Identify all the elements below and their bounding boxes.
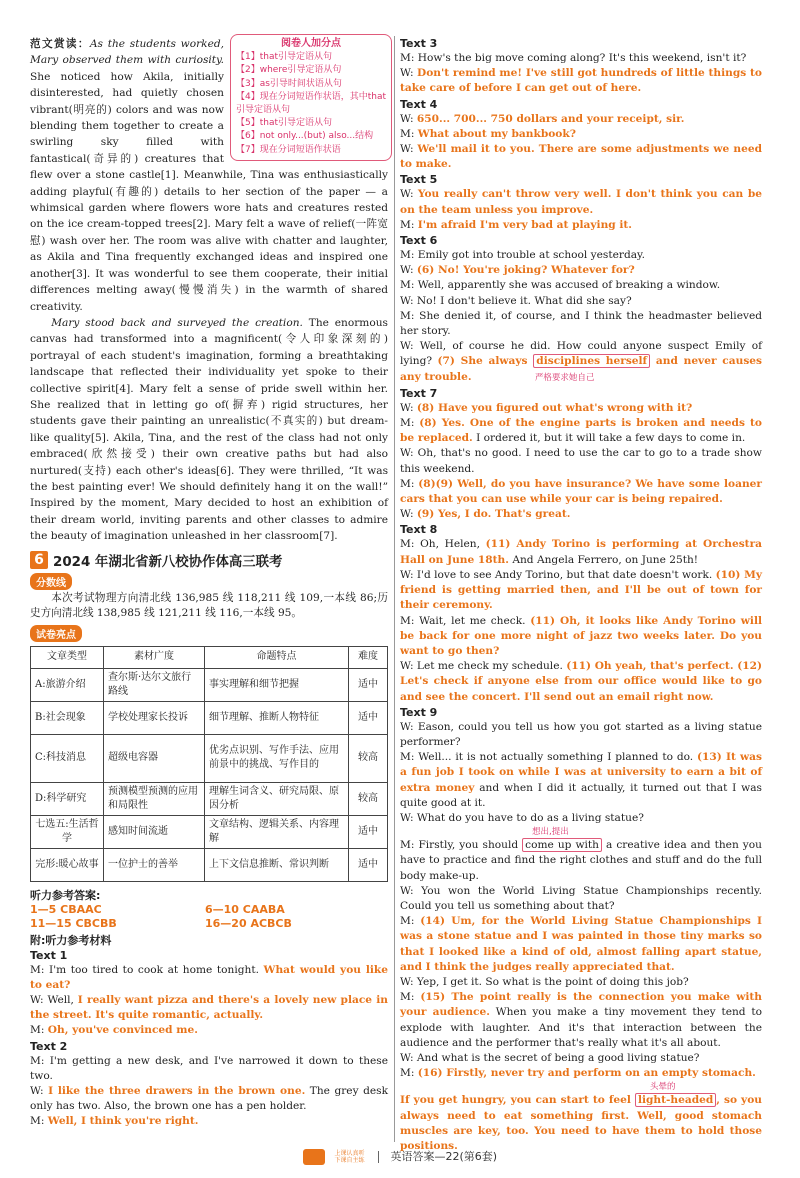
appreciation-intro: As the students worked, Mary observed them with curiosity. — [30, 38, 224, 67]
answer-group: 6—10 CAABA — [205, 902, 285, 916]
table-row — [31, 668, 388, 701]
grading-item: 【2】where引导定语从句 — [236, 65, 342, 76]
key-answer: I really want pizza and there's a lovely new place in the street. It's quite romantic, actually. — [30, 994, 388, 1022]
table-cell: 完形:暖心故事 — [31, 848, 104, 881]
table-cell: 超级电容器 — [104, 734, 205, 782]
table-row — [31, 701, 388, 734]
dialogue-line — [400, 914, 762, 975]
vocab-box: light-headed — [635, 1093, 716, 1107]
dialogue-text: W: Well, of course he did. How could anyone suspect Emily of lying? — [400, 340, 762, 368]
answer-group: 11—15 CBCBB — [30, 916, 117, 930]
key-answer: (7) She always — [437, 355, 534, 368]
dialogue-line — [400, 750, 762, 811]
dialogue-line — [400, 1066, 762, 1081]
dialogue-text: and when I did it actually, it turned out that I was quite good at it. — [400, 781, 762, 809]
dialogue-text: M: — [400, 991, 421, 1004]
key-answer: I'm afraid I'm very bad at playing it. — [417, 218, 632, 231]
answer-group: 1—5 CBAAC — [30, 902, 102, 916]
table-cell: 较高 — [349, 734, 388, 782]
grading-item: 【7】现在分词短语作状语 — [236, 144, 341, 155]
dialogue-text: M: Oh, Helen, — [400, 538, 486, 551]
vocab-note: 严格要求她自己 — [534, 372, 595, 383]
text-label: Text 3 — [400, 37, 438, 50]
dialogue-line: W: Eason, could you tell us how you got started as a living statue performer? — [400, 720, 762, 748]
paper-highlights-table — [30, 646, 388, 882]
table-row — [31, 734, 388, 782]
dialogue-line — [400, 127, 762, 142]
dialogue-text: a creative idea and then you have to practice and find the right clothes and stuff and do the full body make-up. — [400, 839, 762, 882]
dialogue-text: M: — [400, 1067, 418, 1080]
table-cell: 学校处理家长投诉 — [104, 701, 205, 734]
essay-paragraph-1: She noticed how Akila, initially disinterested, had quietly chosen vibrant(明亮的) colors and was now blending them together to create a swirling sky filled with fantastical(奇异的) creatures that flew over a stone castle[1]. Meanwhile, Tina was enthusiastically adding playful(有趣的) details to her section of the paper — a whimsical garden where flowers wore hats and creatures rested on the ice cream-topped trees[2]. Mary felt a wave of relief(一阵宽慰) wash over her. The room was alive with chatter and laughter, as Akila and Tina frequently exchanged ideas and inspired one another[3]. It was wonderful to see them cooperate, their initial differences melting away(慢慢消失) in the warmth of shared creativity. — [30, 70, 388, 313]
dialogue-line — [400, 477, 762, 507]
vocab-note-line — [400, 826, 762, 838]
table-cell: 查尔斯·达尔文旅行路线 — [104, 668, 205, 701]
dialogue-line — [400, 838, 762, 884]
key-answer: Well, I think you're right. — [47, 1115, 199, 1128]
key-answer: 650... 700... 750 dollars and your receipt, sir. — [416, 112, 685, 125]
key-answer: (11) Oh, it looks like Andy Torino will be back for one more night of jazz two weeks later. Do you want to go then? — [400, 614, 762, 657]
dialogue-line — [400, 218, 762, 233]
answer-group: 16—20 ACBCB — [205, 916, 292, 930]
answers-row — [30, 917, 388, 931]
dialogue-line — [30, 1084, 388, 1114]
answers-title: 听力参考答案: — [30, 888, 101, 902]
key-answer: What would you like to eat? — [30, 963, 389, 991]
key-answer: (15) The point really is the connection you make with your audience. — [400, 991, 762, 1019]
dialogue-line — [400, 401, 762, 416]
dialogue-text: W: Well, — [30, 994, 78, 1006]
vocab-box: come up with — [522, 838, 602, 852]
vocab-note: 想出,提出 — [532, 827, 569, 838]
grading-item: 【6】not only...(but) also...结构 — [236, 131, 374, 142]
dialogue-text: M: — [30, 1024, 48, 1037]
dialogue-text: W: — [400, 264, 417, 277]
table-cell: 理解生词含义、研究局限、原因分析 — [205, 782, 349, 815]
dialogue-text: M: I'm too tired to cook at home tonight. — [30, 963, 264, 976]
dialogue-text: M: — [400, 127, 418, 140]
dialogue-text: W: — [400, 112, 417, 125]
dialogue-text: W: — [400, 143, 418, 156]
table-header: 命题特点 — [205, 646, 349, 668]
dialogue-text: I ordered it, but it will take a few days to come in. — [472, 432, 746, 445]
table-row — [31, 848, 388, 881]
table-cell: 感知时间流逝 — [104, 815, 205, 848]
table-cell: 七选五:生活哲学 — [31, 815, 104, 848]
key-answer: You really can't throw very well. I don't think you can be on the team unless you improve. — [400, 188, 763, 216]
dialogue-text: W: — [400, 401, 417, 414]
footer-separator — [378, 1151, 379, 1163]
dialogue-line — [400, 537, 762, 567]
dialogue-text: M: — [400, 915, 421, 928]
vocab-note-line — [400, 1081, 762, 1093]
table-cell: 预测模型预测的应用和局限性 — [104, 782, 205, 815]
dialogue-text: W: Let me check my schedule. — [400, 660, 567, 673]
dialogue-text: And Angela Ferrero, on June 25th! — [508, 553, 699, 566]
dialogue-line — [400, 187, 762, 217]
grading-item: 【5】that引导定语从句 — [236, 118, 333, 129]
dialogue-line: W: What do you have to do as a living statue? — [400, 811, 644, 824]
key-answer: What about my bankbook? — [417, 127, 576, 140]
grading-box-title: 阅卷人加分点 — [281, 38, 341, 49]
vocab-box: disciplines herself — [533, 354, 650, 368]
table-cell: 优劣点识别、写作手法、应用前景中的挑战、写作目的 — [205, 734, 349, 782]
grading-item: 【3】as引导时间状语从句 — [236, 78, 342, 89]
table-cell: 适中 — [349, 848, 388, 881]
dialogue-text: W: — [400, 67, 418, 80]
dialogue-line: M: Emily got into trouble at school yesterday. — [400, 249, 645, 262]
grading-item: 【4】现在分词短语作状语，其中that引导定语从句 — [236, 91, 387, 116]
key-answer: (14) Um, for the World Living Statue Championships I was a stone statue and I was painted in those tiny marks so that I looked like a kind of old, almost falling apart statue, and I think the judges really appreciated that. — [400, 915, 762, 973]
table-header: 文章类型 — [31, 646, 104, 668]
key-answer: , so you always need to eat something first. Well, good stomach muscles are key, too. You need to have them to hold those positions. — [400, 1094, 762, 1152]
dialogue-text: W: — [400, 188, 418, 201]
dialogue-line: W: Oh, that's no good. I need to use the car to go to a trade show this weekend. — [400, 447, 762, 475]
essay-paragraph-2: The enormous canvas had transformed into a magnificent(令人印象深刻的) portrayal of each student's imagination, forming a breathtaking landscape that reflected their individuality yet spoke to their collective spirit[4]. Mary felt a sense of pride swell within her. She realized that in letting go of(摒弃) rigid structures, her students gave their painting an unrealistic(不真实的) but dream-like quality[5]. Akila, Tina, and the rest of the class had not only embraced(欣然接受) their own creative paths but had also nurtured(支持) each other's ideas[6]. They were thrilled, “It was the best painting ever! We should definitely hang it on the wall!” Inspired by the moment, Mary decided to host an exhibition of their dream world, inviting parents and other classes to admire the beauty of imagination unleashed in her classroom[7]. — [30, 316, 388, 543]
text-label: Text 5 — [400, 173, 438, 187]
section-title: 2024 年湖北省新八校协作体高三联考 — [53, 554, 283, 570]
dialogue-line: M: I'm getting a new desk, and I've narrowed it down to these two. — [30, 1054, 388, 1082]
dialogue-text: M: Well... it is not actually something I planned to do. — [400, 751, 698, 764]
dialogue-line — [30, 1114, 388, 1129]
dialogue-line: W: Yep, I get it. So what is the point of doing this job? — [400, 975, 689, 988]
key-answer: (8) Have you figured out what's wrong with it? — [416, 401, 693, 414]
table-cell: 较高 — [349, 782, 388, 815]
vocab-note: 头晕的 — [650, 1082, 676, 1093]
dialogue-line — [400, 659, 762, 705]
text-label: Text 9 — [400, 705, 438, 719]
table-cell: B:社会现象 — [31, 701, 104, 734]
dialogue-line — [30, 993, 388, 1023]
dialogue-line — [400, 112, 762, 127]
dialogue-line — [400, 507, 762, 522]
section-header — [30, 551, 388, 570]
dialogue-line: M: How's the big move coming along? It's this weekend, isn't it? — [400, 52, 747, 64]
key-answer: (11) Andy Torino is performing at Orchestra Hall on June 18th. — [400, 538, 763, 566]
dialogue-text: W: — [30, 1085, 49, 1098]
table-cell: 文章结构、逻辑关系、内容理解 — [205, 815, 349, 848]
table-cell: A:旅游介绍 — [31, 668, 104, 701]
table-cell: 一位护士的善举 — [104, 848, 205, 881]
dialogue-line: M: Well, apparently she was accused of breaking a window. — [400, 279, 721, 292]
column-divider — [394, 36, 395, 1142]
essay-paragraph-2-intro: Mary stood back and surveyed the creation. — [51, 316, 303, 329]
dialogue-text: W: I'd love to see Andy Torino, but that date doesn't work. — [400, 568, 716, 581]
appreciation-label: 范文赏读： — [30, 38, 90, 50]
table-row — [31, 815, 388, 848]
key-answer: (16) Firstly, never try and perform on an empty stomach. — [417, 1067, 756, 1080]
dialogue-line — [400, 1093, 762, 1154]
table-header-row — [31, 646, 388, 668]
table-cell: 上下文信息推断、常识判断 — [205, 848, 349, 881]
right-column — [400, 36, 762, 1154]
key-answer: (8) Yes. One of the engine parts is broken and needs to be replaced. — [400, 417, 763, 445]
dialogue-text: M: — [400, 477, 419, 490]
table-header: 难度 — [349, 646, 388, 668]
dialogue-line: W: And what is the secret of being a good living statue? — [400, 1051, 700, 1064]
score-tag: 分数线 — [30, 573, 72, 590]
key-answer: and never causes any trouble. — [400, 355, 762, 383]
dialogue-line — [400, 339, 762, 386]
key-answer: We'll mail it to you. There are some adjustments we need to make. — [400, 143, 762, 171]
key-answer: Oh, you've convinced me. — [47, 1024, 198, 1037]
key-answer: (8)(9) Well, do you have insurance? We have some loaner cars that you can use while your car is being repaired. — [400, 477, 762, 506]
table-cell: 适中 — [349, 815, 388, 848]
grading-item: 【1】that引导定语从句 — [236, 52, 333, 63]
dialogue-line — [400, 990, 762, 1051]
dialogue-line — [400, 66, 762, 96]
brand-logo-icon — [303, 1149, 325, 1165]
dialogue-line: W: You won the World Living Statue Championships recently. Could you tell us something about that? — [400, 884, 762, 912]
section-number: 6 — [30, 551, 48, 569]
text-label: Text 8 — [400, 523, 438, 537]
key-answer: Don't remind me! I've still got hundreds of little things to take care of before I can get out of here. — [400, 67, 762, 95]
table-cell: 细节理解、推断人物特征 — [205, 701, 349, 734]
table-cell: 适中 — [349, 701, 388, 734]
dialogue-line: M: She denied it, of course, and I think the headmaster believed her story. — [400, 309, 762, 338]
dialogue-line — [30, 1023, 388, 1038]
dialogue-line — [400, 614, 762, 660]
left-column — [30, 36, 388, 1130]
dialogue-text: M: — [400, 218, 418, 231]
text-label: Text 6 — [400, 234, 438, 248]
grading-points-box — [230, 34, 392, 161]
table-row — [31, 782, 388, 815]
text-label: Text 7 — [400, 386, 438, 400]
table-cell: 事实理解和细节把握 — [205, 668, 349, 701]
key-answer: (13) It was a fun job I took on while I was at university to earn a bit of extra money — [400, 751, 762, 794]
dialogue-line — [400, 263, 762, 278]
page-footer — [0, 1148, 800, 1165]
key-answer: (9) Yes, I do. That's great. — [416, 508, 571, 521]
dialogue-line: W: No! I don't believe it. What did she say? — [400, 294, 632, 307]
dialogue-text: The grey desk only has two. Also, the brown one has a pen holder. — [30, 1085, 388, 1113]
dialogue-line — [400, 568, 762, 614]
dialogue-text: W: — [400, 508, 417, 521]
page-number: 英语答案—22(第6套) — [390, 1150, 498, 1163]
text-label: Text 4 — [400, 97, 438, 111]
key-answer: (11) Oh yeah, that's perfect. (12) Let's check if anyone else from our office would like to go and see the concert. I'll send out an email right now. — [400, 660, 762, 703]
dialogue-line — [400, 142, 762, 172]
table-cell: D:科学研究 — [31, 782, 104, 815]
key-answer: (10) My friend is getting married then, and I'll be out of town for their ceremony. — [400, 568, 762, 612]
text-label: Text 1 — [30, 948, 68, 962]
dialogue-text: M: Wait, let me check. — [400, 614, 531, 627]
appendix-title: 附:听力参考材料 — [30, 933, 112, 947]
key-answer: (6) No! You're joking? Whatever for? — [416, 264, 635, 277]
brand-slogan: 上课认真听 下课自主练 — [334, 1150, 365, 1164]
key-answer: If you get hungry, you can start to feel — [400, 1094, 635, 1107]
text-label: Text 2 — [30, 1039, 68, 1053]
answers-row — [30, 903, 388, 917]
dialogue-text: When you make a tiny movement they tend to explode with laughter. And it's that interaction between the audience and the performer that's really what it's all about. — [400, 1006, 762, 1049]
dialogue-line — [400, 416, 762, 446]
table-header: 素材广度 — [104, 646, 205, 668]
table-cell: C:科技消息 — [31, 734, 104, 782]
score-text: 本次考试物理方向清北线 136,985 线 118,211 线 109,一本线 86;历史方向清北线 138,985 线 121,211 线 116,一本线 95。 — [30, 591, 388, 620]
key-answer: I like the three drawers in the brown one. — [48, 1085, 306, 1098]
dialogue-text: M: Firstly, you should — [400, 839, 523, 852]
dialogue-line — [30, 963, 388, 993]
table-cell: 适中 — [349, 668, 388, 701]
highlight-tag: 试卷亮点 — [30, 625, 82, 642]
dialogue-text: M: — [30, 1115, 48, 1128]
dialogue-text: M: — [400, 417, 420, 430]
